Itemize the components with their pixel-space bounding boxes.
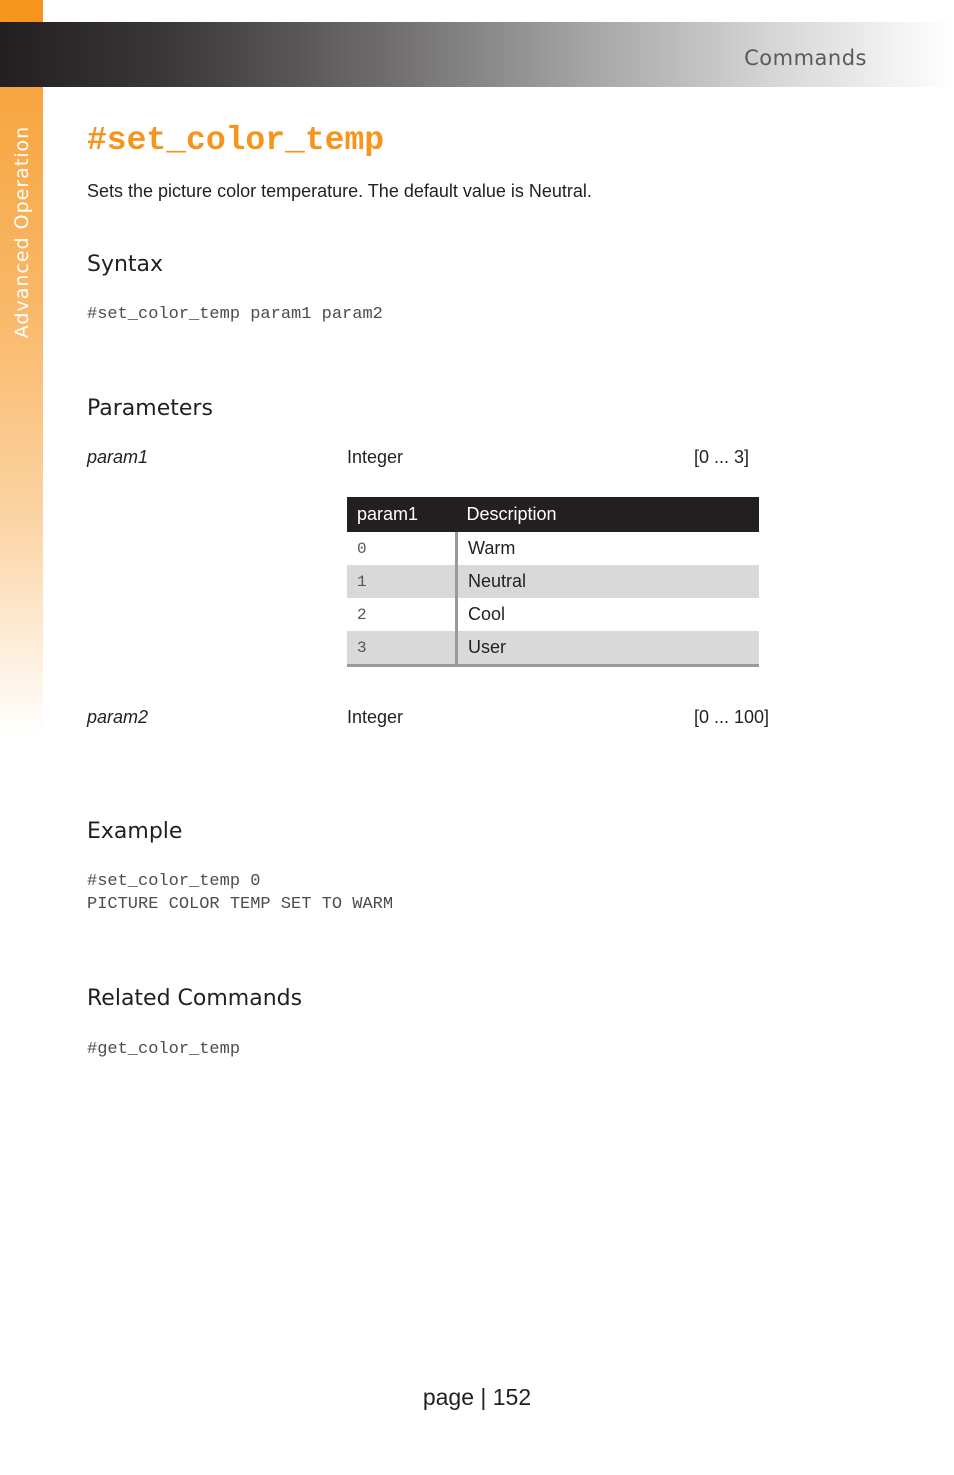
- table-cell-description: Cool: [457, 598, 760, 631]
- table-header-value: param1: [347, 497, 457, 532]
- example-code-line-1: #set_color_temp 0: [87, 872, 261, 891]
- table-row: [347, 565, 759, 598]
- table-row: [347, 532, 759, 565]
- table-cell-value: 3: [347, 631, 457, 666]
- table-cell-description: Neutral: [457, 565, 760, 598]
- example-heading: Example: [87, 819, 183, 844]
- syntax-code: #set_color_temp param1 param2: [87, 305, 383, 324]
- table-cell-value: 1: [347, 565, 457, 598]
- related-commands-heading: Related Commands: [87, 986, 303, 1011]
- param2-range: [0 ... 100]: [694, 707, 770, 727]
- side-tab: [0, 0, 43, 735]
- param1-type: Integer: [347, 447, 404, 467]
- command-description: Sets the picture color temperature. The default value is Neutral.: [87, 181, 592, 201]
- syntax-heading: Syntax: [87, 252, 164, 277]
- table-cell-description: Warm: [457, 532, 760, 565]
- table-cell-value: 2: [347, 598, 457, 631]
- command-title: #set_color_temp: [87, 122, 385, 159]
- table-row: [347, 598, 759, 631]
- header-title: Commands: [744, 46, 867, 70]
- related-command-code: #get_color_temp: [87, 1040, 241, 1059]
- param2-type: Integer: [347, 707, 404, 727]
- table-header-description: Description: [457, 497, 760, 532]
- table-row: [347, 631, 759, 666]
- side-tab-label: Advanced Operation: [11, 125, 33, 339]
- table-header-row: [347, 497, 759, 532]
- param1-name: param1: [87, 447, 149, 467]
- param1-range: [0 ... 3]: [694, 447, 750, 467]
- header-bar: [0, 22, 954, 87]
- table-cell-value: 0: [347, 532, 457, 565]
- table-cell-description: User: [457, 631, 760, 666]
- example-code-line-2: PICTURE COLOR TEMP SET TO WARM: [87, 895, 394, 914]
- param1-values-table: [347, 497, 759, 667]
- param2-name: param2: [87, 707, 149, 727]
- parameters-heading: Parameters: [87, 396, 213, 421]
- page-number: page | 152: [422, 1384, 532, 1410]
